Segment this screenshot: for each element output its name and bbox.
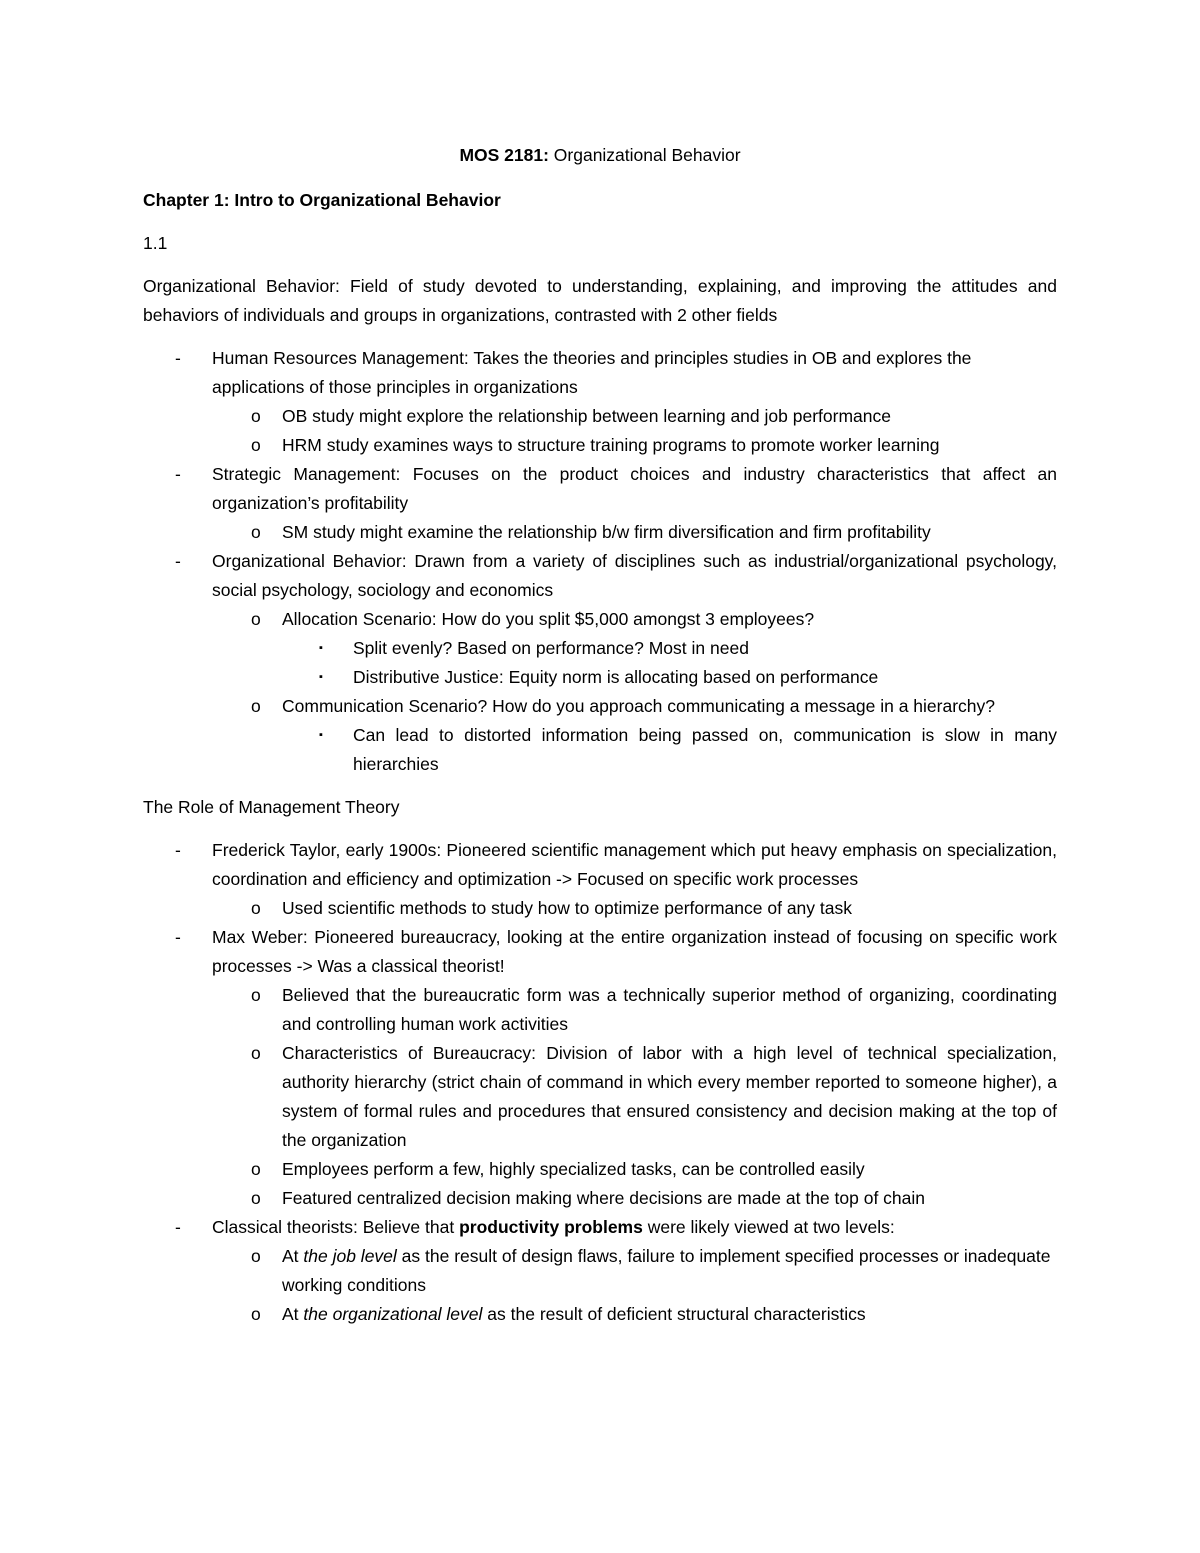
item-text: Employees perform a few, highly specialized tasks, can be controlled easily [282,1159,865,1179]
item-text: Organizational Behavior: Drawn from a variety of disciplines such as industrial/organizational psychology, social psychology, sociology and economics [212,551,1057,600]
item-text: Split evenly? Based on performance? Most in need [353,638,749,658]
dash-bullet: - [175,927,181,947]
list-item [143,836,1057,894]
list-item [143,1184,1057,1213]
list-item [143,1242,1057,1300]
sub-text-pre: At [282,1304,304,1324]
list-item [143,402,1057,431]
circle-bullet: o [251,435,261,455]
classical-text-post: were likely viewed at two levels: [642,1217,895,1237]
item-text: Allocation Scenario: How do you split $5,000 amongst 3 employees? [282,609,815,629]
document-page [143,141,1057,1329]
document-title [143,141,1057,170]
circle-bullet: o [251,406,261,426]
course-name: Organizational Behavior [548,145,741,165]
circle-bullet: o [251,1159,261,1179]
item-text: Communication Scenario? How do you approach communicating a message in a hierarchy? [282,696,996,716]
item-text: Characteristics of Bureaucracy: Division of labor with a high level of technical specialization, authority hierarchy (strict chain of command in which every member reported to someone higher), a system of formal rules and procedures that ensured consistency and decision making at the top of the organization [282,1043,1057,1150]
list-item [143,894,1057,923]
list-item [143,1300,1057,1329]
list-item [143,1213,1057,1242]
classical-text-pre: Classical theorists: Believe that [212,1217,460,1237]
dash-bullet: - [175,1217,181,1237]
item-text: Max Weber: Pioneered bureaucracy, looking at the entire organization instead of focusing on specific work processes -> Was a classical theorist! [212,927,1057,976]
circle-bullet: o [251,1246,261,1266]
list-item [143,692,1057,721]
list-item [143,518,1057,547]
section-number: 1.1 [143,233,168,253]
circle-bullet: o [251,1043,261,1063]
item-text: Strategic Management: Focuses on the product choices and industry characteristics that affect an organization’s profitability [212,464,1057,513]
list-item [143,663,1057,692]
classical-text-bold: productivity problems [459,1217,643,1237]
intro-text: Field of study devoted to understanding, explaining, and improving the attitudes and behaviors of individuals and groups in organizations, contrasted with 2 other fields [143,276,1058,325]
square-bullet: ▪ [319,729,323,741]
item-text: Used scientific methods to study how to optimize performance of any task [282,898,852,918]
list-item [143,431,1057,460]
item-text: Can lead to distorted information being passed on, communication is slow in many hierarchies [353,725,1057,774]
square-bullet: ▪ [319,642,323,654]
dash-bullet: - [175,348,181,368]
circle-bullet: o [251,696,261,716]
spacer [143,779,1057,793]
list-item [143,1039,1057,1155]
item-text: Featured centralized decision making where decisions are made at the top of chain [282,1188,926,1208]
sub-text-post: as the result of design flaws, failure to implement specified processes or inadequate working conditions [282,1246,1051,1295]
theory-list [143,836,1057,1329]
circle-bullet: o [251,898,261,918]
list-item [143,634,1057,663]
course-code: MOS 2181: [459,145,549,165]
circle-bullet: o [251,1188,261,1208]
item-text: HRM study examines ways to structure training programs to promote worker learning [282,435,940,455]
item-text: Human Resources Management: Takes the theories and principles studies in OB and explores the applications of those principles in organizations [212,348,972,397]
item-text: Believed that the bureaucratic form was a technically superior method of organizing, coordinating and controlling human work activities [282,985,1057,1034]
item-text: OB study might explore the relationship between learning and job performance [282,406,891,426]
circle-bullet: o [251,985,261,1005]
list-item [143,981,1057,1039]
list-item [143,460,1057,518]
circle-bullet: o [251,609,261,629]
item-text: SM study might examine the relationship b/w firm diversification and firm profitability [282,522,931,542]
circle-bullet: o [251,522,261,542]
circle-bullet: o [251,1304,261,1324]
list-item [143,344,1057,402]
dash-bullet: - [175,464,181,484]
intro-paragraph [143,272,1057,330]
list-item [143,923,1057,981]
list-item [143,721,1057,779]
sub-text-emphasis: the organizational level [303,1304,483,1324]
list-item [143,1155,1057,1184]
section-heading: The Role of Management Theory [143,797,400,817]
dash-bullet: - [175,551,181,571]
item-text: Distributive Justice: Equity norm is allocating based on performance [353,667,879,687]
item-text: Frederick Taylor, early 1900s: Pioneered scientific management which put heavy emphasis on specialization, coordination and efficiency and optimization -> Focused on specific work processes [212,840,1057,889]
intro-term: Organizational Behavior: [143,276,340,296]
dash-bullet: - [175,840,181,860]
fields-list [143,344,1057,779]
sub-text-pre: At [282,1246,304,1266]
list-item [143,605,1057,634]
list-item [143,547,1057,605]
sub-text-emphasis: the job level [303,1246,397,1266]
chapter-heading: Chapter 1: Intro to Organizational Behavior [143,190,501,210]
sub-text-post: as the result of deficient structural characteristics [482,1304,866,1324]
square-bullet: ▪ [319,671,323,683]
